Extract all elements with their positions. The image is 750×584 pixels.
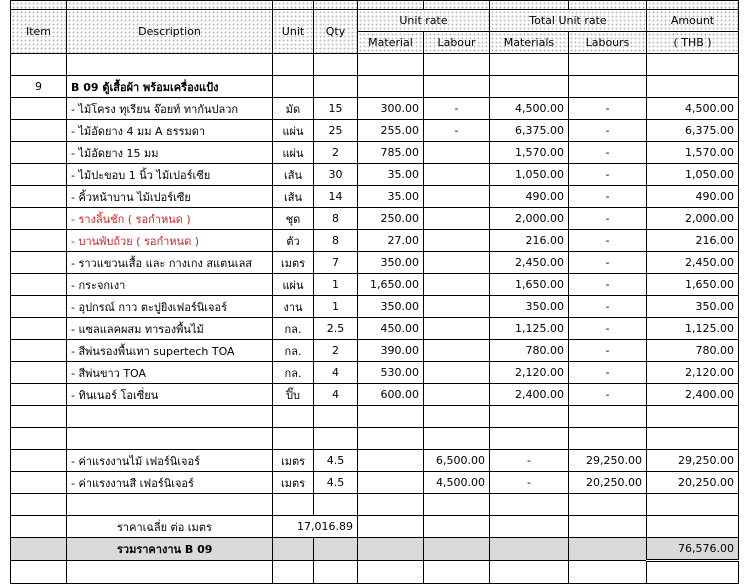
empty-cell — [11, 561, 67, 584]
material-rate-cell: 530.00 — [358, 362, 424, 384]
table-row — [11, 362, 739, 384]
unit-cell: กล. — [273, 318, 314, 340]
amount-cell: 2,450.00 — [647, 252, 739, 274]
unit-cell: เส้น — [273, 164, 314, 186]
empty-cell — [490, 428, 569, 450]
material-rate-cell — [358, 472, 424, 494]
item-cell — [11, 318, 67, 340]
labours-total-cell: 29,250.00 — [569, 450, 647, 472]
empty-cell — [569, 538, 647, 561]
item-cell — [11, 362, 67, 384]
amount-cell: 2,400.00 — [647, 384, 739, 406]
unit-cell: เมตร — [273, 472, 314, 494]
labour-rate-cell — [424, 186, 490, 208]
item-cell — [11, 450, 67, 472]
qty-cell: 8 — [314, 230, 358, 252]
description-cell: - ค่าแรงงานสี เฟอร์นิเจอร์ — [67, 472, 273, 494]
amount-cell: 350.00 — [647, 296, 739, 318]
empty-cell — [67, 561, 273, 584]
empty-cell — [273, 428, 314, 450]
labours-total-cell: - — [569, 164, 647, 186]
empty-cell — [11, 538, 67, 561]
materials-total-cell: 1,050.00 — [490, 164, 569, 186]
description-cell: - ไม้โครง ทุเรียน จ๊อยท์ ทากันปลวก — [67, 98, 273, 120]
amount-cell: 2,000.00 — [647, 208, 739, 230]
labours-total-cell: - — [569, 98, 647, 120]
labour-rate-cell — [424, 384, 490, 406]
average-value: 17,016.89 — [273, 516, 358, 538]
materials-total-cell: 490.00 — [490, 186, 569, 208]
labour-rate-cell: - — [424, 120, 490, 142]
unit-cell: ตัว — [273, 230, 314, 252]
average-row — [11, 516, 739, 538]
empty-cell — [358, 516, 424, 538]
unit-cell: เมตร — [273, 450, 314, 472]
unit-cell: เส้น — [273, 186, 314, 208]
material-rate-cell: 35.00 — [358, 164, 424, 186]
empty-cell — [569, 561, 647, 584]
item-cell — [11, 274, 67, 296]
header-item: Item — [11, 10, 67, 54]
empty-cell — [314, 494, 358, 516]
amount-cell: 6,375.00 — [647, 120, 739, 142]
labour-rate-cell — [424, 208, 490, 230]
materials-total-cell: 2,120.00 — [490, 362, 569, 384]
blank-row — [11, 54, 739, 76]
item-cell — [11, 340, 67, 362]
table-row — [11, 208, 739, 230]
material-rate-cell: 600.00 — [358, 384, 424, 406]
labour-rate-cell: 4,500.00 — [424, 472, 490, 494]
table-row — [11, 230, 739, 252]
empty-cell — [273, 406, 314, 428]
header-material: Material — [358, 32, 424, 54]
item-cell — [11, 384, 67, 406]
empty-cell — [358, 406, 424, 428]
qty-cell: 4.5 — [314, 472, 358, 494]
materials-total-cell: 780.00 — [490, 340, 569, 362]
amount-cell: 216.00 — [647, 230, 739, 252]
empty-cell — [424, 406, 490, 428]
empty-cell — [647, 561, 739, 584]
unit-cell: ชุด — [273, 208, 314, 230]
header-materials: Materials — [490, 32, 569, 54]
material-rate-cell: 300.00 — [358, 98, 424, 120]
empty-cell — [11, 406, 67, 428]
empty-cell — [569, 428, 647, 450]
header-row-1 — [11, 10, 739, 32]
materials-total-cell: 4,500.00 — [490, 98, 569, 120]
material-rate-cell: 27.00 — [358, 230, 424, 252]
table-row — [11, 384, 739, 406]
empty-cell — [67, 406, 273, 428]
material-rate-cell — [358, 450, 424, 472]
qty-cell: 8 — [314, 208, 358, 230]
qty-cell: 7 — [314, 252, 358, 274]
labours-total-cell: - — [569, 142, 647, 164]
qty-cell: 2.5 — [314, 318, 358, 340]
table-row — [11, 450, 739, 472]
empty-cell — [569, 406, 647, 428]
empty-cell — [490, 538, 569, 561]
labours-total-cell: - — [569, 230, 647, 252]
empty-cell — [11, 428, 67, 450]
labour-rate-cell — [424, 318, 490, 340]
empty-cell — [358, 494, 424, 516]
header-amount: Amount — [647, 10, 739, 32]
materials-total-cell: - — [490, 450, 569, 472]
labours-total-cell: - — [569, 120, 647, 142]
empty-cell — [314, 538, 358, 561]
section-row — [11, 76, 739, 98]
labours-total-cell: - — [569, 252, 647, 274]
empty-cell — [490, 516, 569, 538]
amount-cell: 1,125.00 — [647, 318, 739, 340]
qty-cell: 2 — [314, 340, 358, 362]
table-row — [11, 142, 739, 164]
labour-rate-cell — [424, 296, 490, 318]
table-row — [11, 164, 739, 186]
description-cell: - ค่าแรงงานไม้ เฟอร์นิเจอร์ — [67, 450, 273, 472]
qty-cell: 1 — [314, 274, 358, 296]
blank-row — [11, 494, 739, 516]
empty-cell — [358, 561, 424, 584]
table-row — [11, 318, 739, 340]
material-rate-cell: 1,650.00 — [358, 274, 424, 296]
empty-cell — [569, 494, 647, 516]
description-cell: - ราวแขวนเสื้อ และ กางเกง สแตนเลส — [67, 252, 273, 274]
item-cell — [11, 230, 67, 252]
empty-cell — [358, 538, 424, 561]
material-rate-cell: 450.00 — [358, 318, 424, 340]
amount-cell: 490.00 — [647, 186, 739, 208]
labours-total-cell: - — [569, 296, 647, 318]
description-cell: - สีพ่นขาว TOA — [67, 362, 273, 384]
labour-rate-cell — [424, 252, 490, 274]
labours-total-cell: - — [569, 362, 647, 384]
empty-cell — [314, 406, 358, 428]
item-cell — [11, 252, 67, 274]
empty-cell — [647, 516, 739, 538]
material-rate-cell: 350.00 — [358, 296, 424, 318]
labour-rate-cell — [424, 340, 490, 362]
materials-total-cell: 2,400.00 — [490, 384, 569, 406]
header-unit-rate: Unit rate — [358, 10, 490, 32]
total-label: รวมราคางาน B 09 — [67, 538, 273, 561]
description-cell: - บานพับถ้วย ( รอกำหนด ) — [67, 230, 273, 252]
materials-total-cell: 2,000.00 — [490, 208, 569, 230]
qty-cell: 4 — [314, 384, 358, 406]
description-cell: - ทินเนอร์ โอเซี่ยน — [67, 384, 273, 406]
description-cell: - กระจกเงา — [67, 274, 273, 296]
unit-cell: งาน — [273, 296, 314, 318]
material-rate-cell: 35.00 — [358, 186, 424, 208]
labours-total-cell: - — [569, 384, 647, 406]
amount-cell: 29,250.00 — [647, 450, 739, 472]
item-cell — [11, 120, 67, 142]
table-row — [11, 98, 739, 120]
description-cell: - คิ้วหน้าบาน ไม้เปอร์เซีย — [67, 186, 273, 208]
amount-cell: 1,570.00 — [647, 142, 739, 164]
materials-total-cell: - — [490, 472, 569, 494]
empty-cell — [490, 494, 569, 516]
empty-cell — [67, 494, 273, 516]
empty-cell — [647, 494, 739, 516]
qty-cell: 15 — [314, 98, 358, 120]
table-row — [11, 186, 739, 208]
table-row — [11, 252, 739, 274]
unit-cell: ปิ๊บ — [273, 384, 314, 406]
material-rate-cell: 390.00 — [358, 340, 424, 362]
qty-cell: 30 — [314, 164, 358, 186]
header-labours: Labours — [569, 32, 647, 54]
materials-total-cell: 350.00 — [490, 296, 569, 318]
material-rate-cell: 785.00 — [358, 142, 424, 164]
amount-cell: 4,500.00 — [647, 98, 739, 120]
qty-cell: 14 — [314, 186, 358, 208]
header-labour: Labour — [424, 32, 490, 54]
empty-cell — [647, 406, 739, 428]
description-cell: - ไม้อัดยาง 4 มม A ธรรมดา — [67, 120, 273, 142]
material-rate-cell: 255.00 — [358, 120, 424, 142]
material-rate-cell: 350.00 — [358, 252, 424, 274]
amount-cell: 780.00 — [647, 340, 739, 362]
amount-cell: 2,120.00 — [647, 362, 739, 384]
top-strip — [11, 1, 739, 10]
header-total-unit-rate: Total Unit rate — [490, 10, 647, 32]
labours-total-cell: - — [569, 340, 647, 362]
description-cell: - อุปกรณ์ กาว ตะปูยิงเฟอร์นิเจอร์ — [67, 296, 273, 318]
item-cell — [11, 164, 67, 186]
labours-total-cell: - — [569, 274, 647, 296]
amount-cell: 1,050.00 — [647, 164, 739, 186]
table-row — [11, 340, 739, 362]
description-cell: - สีพ่นรองพื้นเทา supertech TOA — [67, 340, 273, 362]
labours-total-cell: - — [569, 186, 647, 208]
item-cell — [11, 142, 67, 164]
item-cell — [11, 472, 67, 494]
qty-cell: 4.5 — [314, 450, 358, 472]
empty-cell — [424, 538, 490, 561]
qty-cell: 4 — [314, 362, 358, 384]
unit-cell: กล. — [273, 362, 314, 384]
empty-cell — [11, 494, 67, 516]
table-row — [11, 274, 739, 296]
empty-cell — [424, 516, 490, 538]
unit-cell: แผ่น — [273, 120, 314, 142]
table-row — [11, 472, 739, 494]
materials-total-cell: 1,570.00 — [490, 142, 569, 164]
empty-cell — [67, 428, 273, 450]
average-label: ราคาเฉลี่ย ต่อ เมตร — [67, 516, 273, 538]
labour-rate-cell — [424, 274, 490, 296]
empty-cell — [273, 538, 314, 561]
materials-total-cell: 2,450.00 — [490, 252, 569, 274]
materials-total-cell: 216.00 — [490, 230, 569, 252]
description-cell: - รางลิ้นชัก ( รอกำหนด ) — [67, 208, 273, 230]
materials-total-cell: 1,125.00 — [490, 318, 569, 340]
labour-rate-cell: 6,500.00 — [424, 450, 490, 472]
item-cell — [11, 296, 67, 318]
materials-total-cell: 1,650.00 — [490, 274, 569, 296]
description-cell: - ไม้อัดยาง 15 มม — [67, 142, 273, 164]
amount-cell: 1,650.00 — [647, 274, 739, 296]
empty-cell — [490, 561, 569, 584]
unit-cell: แผ่น — [273, 274, 314, 296]
empty-cell — [314, 428, 358, 450]
header-unit: Unit — [273, 10, 314, 54]
boq-table — [10, 0, 739, 584]
empty-cell — [424, 494, 490, 516]
unit-cell: แผ่น — [273, 142, 314, 164]
blank-row — [11, 428, 739, 450]
empty-cell — [490, 406, 569, 428]
unit-cell: เมตร — [273, 252, 314, 274]
item-cell — [11, 98, 67, 120]
materials-total-cell: 6,375.00 — [490, 120, 569, 142]
labours-total-cell: 20,250.00 — [569, 472, 647, 494]
header-thb: ( THB ) — [647, 32, 739, 54]
empty-cell — [647, 428, 739, 450]
empty-cell — [11, 516, 67, 538]
empty-cell — [569, 516, 647, 538]
labour-rate-cell: - — [424, 98, 490, 120]
labours-total-cell: - — [569, 208, 647, 230]
empty-cell — [424, 561, 490, 584]
labour-rate-cell — [424, 362, 490, 384]
table-row — [11, 120, 739, 142]
blank-row — [11, 561, 739, 584]
blank-row — [11, 406, 739, 428]
empty-cell — [273, 561, 314, 584]
labour-rate-cell — [424, 142, 490, 164]
qty-cell: 2 — [314, 142, 358, 164]
empty-cell — [424, 428, 490, 450]
unit-cell: มัด — [273, 98, 314, 120]
material-rate-cell: 250.00 — [358, 208, 424, 230]
item-cell — [11, 186, 67, 208]
empty-cell — [273, 494, 314, 516]
section-item-number: 9 — [11, 76, 67, 98]
description-cell: - ไม้ปะขอบ 1 นิ้ว ไม้เปอร์เซีย — [67, 164, 273, 186]
labour-rate-cell — [424, 164, 490, 186]
empty-cell — [358, 428, 424, 450]
section-title: B 09 ตู้เสื้อผ้า พร้อมเครื่องแป้ง — [67, 76, 273, 98]
qty-cell: 25 — [314, 120, 358, 142]
labours-total-cell: - — [569, 318, 647, 340]
total-amount: 76,576.00 — [647, 538, 739, 561]
header-description: Description — [67, 10, 273, 54]
table-row — [11, 296, 739, 318]
empty-cell — [314, 561, 358, 584]
unit-cell: กล. — [273, 340, 314, 362]
qty-cell: 1 — [314, 296, 358, 318]
total-row — [11, 538, 739, 561]
header-qty: Qty — [314, 10, 358, 54]
amount-cell: 20,250.00 — [647, 472, 739, 494]
labour-rate-cell — [424, 230, 490, 252]
description-cell: - แซลแลคผสม ทารองพื้นไม้ — [67, 318, 273, 340]
item-cell — [11, 208, 67, 230]
